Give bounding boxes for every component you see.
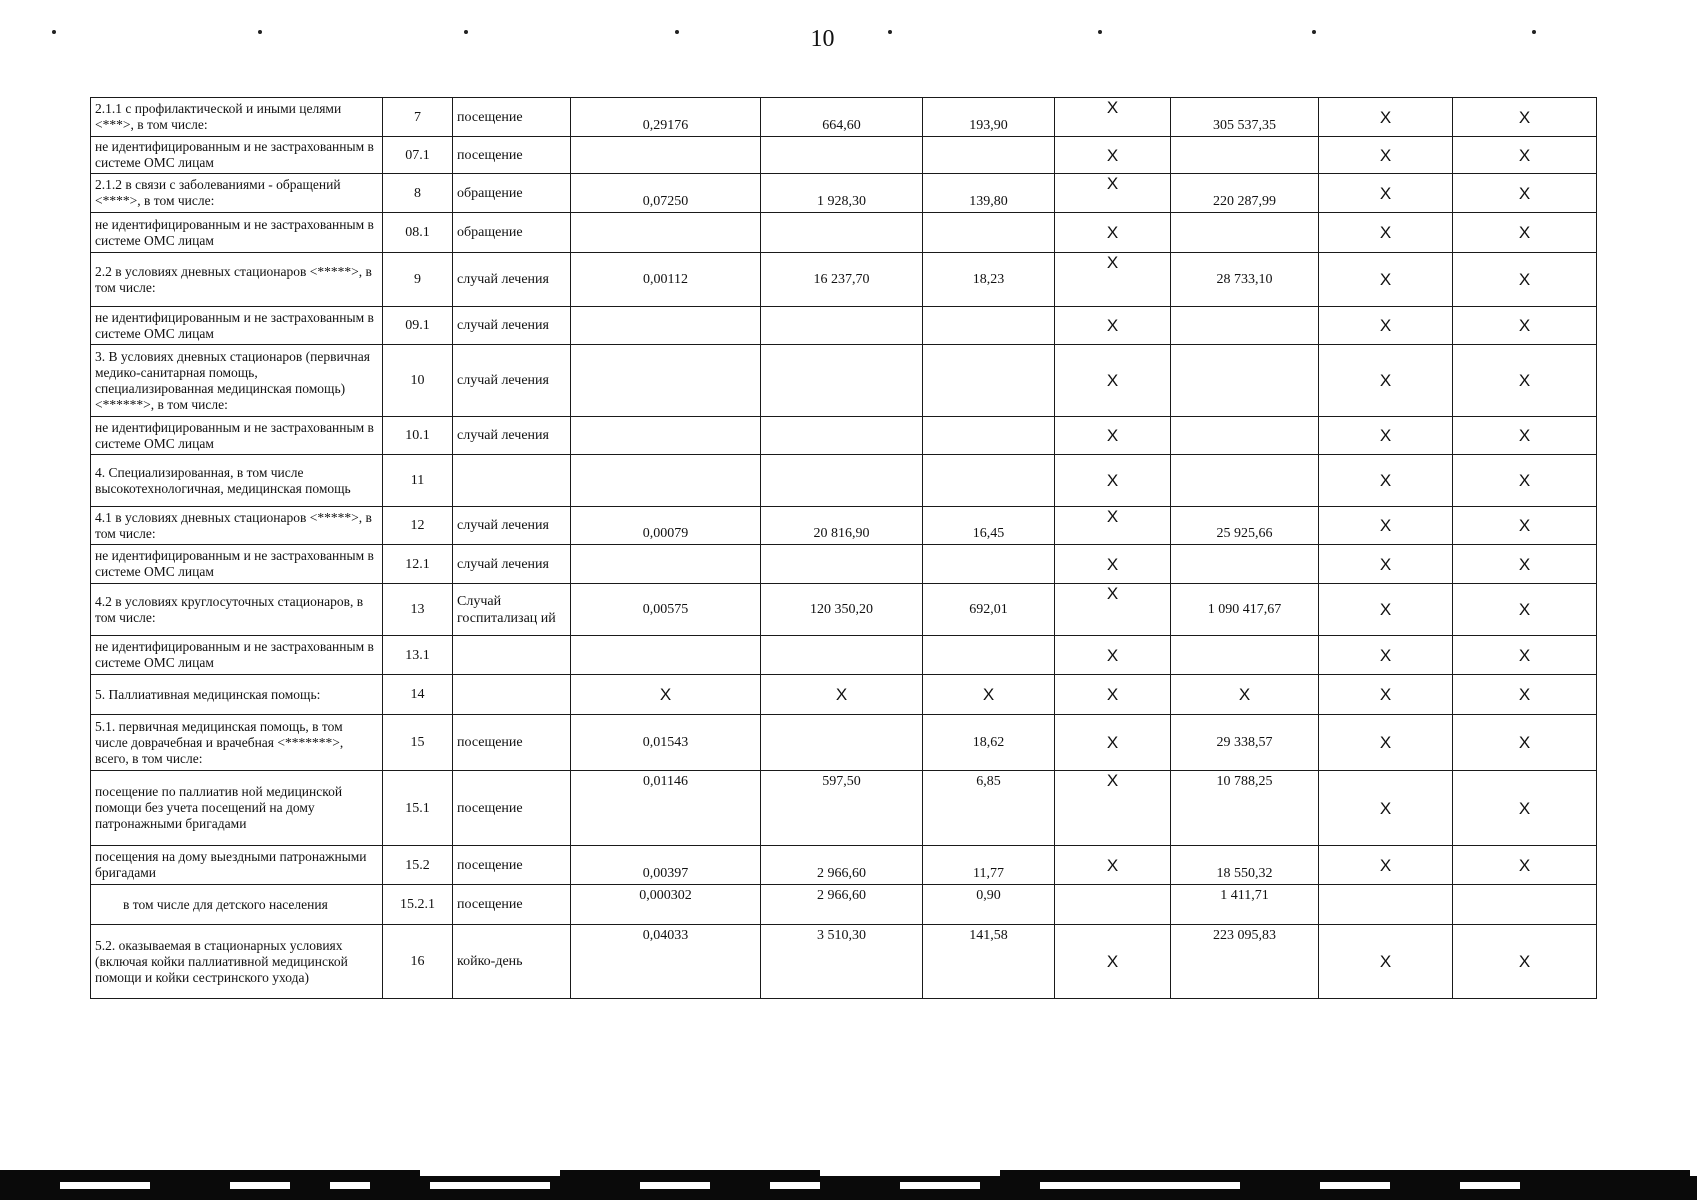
value-cell-1 [571, 307, 761, 345]
value-cell-3 [923, 345, 1055, 417]
x-mark-cell: X [1453, 545, 1597, 584]
table-row [91, 307, 1597, 345]
table-row [91, 584, 1597, 636]
table-row [91, 846, 1597, 885]
value-cell-3: 0,90 [923, 885, 1055, 925]
value-cell-4 [1055, 885, 1171, 925]
value-cell-2: 2 966,60 [761, 846, 923, 885]
value-cell-5 [1171, 307, 1319, 345]
x-mark-cell: X [1319, 771, 1453, 846]
x-mark-cell: X [1453, 137, 1597, 174]
x-mark-cell: X [1319, 417, 1453, 455]
table-row [91, 455, 1597, 507]
tariff-table [90, 97, 1597, 999]
x-mark-cell: X [1319, 925, 1453, 999]
value-cell-2: 20 816,90 [761, 507, 923, 545]
table-row [91, 545, 1597, 584]
value-cell-2: 3 510,30 [761, 925, 923, 999]
x-mark-cell: X [1055, 771, 1171, 846]
row-code-cell: 09.1 [383, 307, 453, 345]
value-cell-1: 0,29176 [571, 98, 761, 137]
table-row [91, 137, 1597, 174]
table-row [91, 771, 1597, 846]
value-cell-5 [1171, 455, 1319, 507]
value-cell-7 [1453, 885, 1597, 925]
value-cell-2: 597,50 [761, 771, 923, 846]
table-row [91, 675, 1597, 715]
value-cell-2 [761, 137, 923, 174]
row-code-cell: 15 [383, 715, 453, 771]
x-mark-cell: X [1453, 636, 1597, 675]
x-mark-cell: X [1055, 213, 1171, 253]
value-cell-3 [923, 417, 1055, 455]
value-cell-5: 1 411,71 [1171, 885, 1319, 925]
value-cell-5: 223 095,83 [1171, 925, 1319, 999]
value-cell-2 [761, 636, 923, 675]
row-name-cell: не идентифицированным и не застрахованным в системе ОМС лицам [91, 307, 383, 345]
row-name-cell: не идентифицированным и не застрахованным в системе ОМС лицам [91, 545, 383, 584]
value-cell-2 [761, 545, 923, 584]
x-mark-cell: X [923, 675, 1055, 715]
x-mark-cell: X [1453, 307, 1597, 345]
value-cell-2 [761, 213, 923, 253]
value-cell-3: 6,85 [923, 771, 1055, 846]
row-code-cell: 15.2.1 [383, 885, 453, 925]
table-row [91, 417, 1597, 455]
table-row [91, 174, 1597, 213]
value-cell-3 [923, 455, 1055, 507]
x-mark-cell: X [1055, 846, 1171, 885]
value-cell-2 [761, 307, 923, 345]
row-code-cell: 15.1 [383, 771, 453, 846]
row-name-cell: 2.2 в условиях дневных стационаров <*****>, в том числе: [91, 253, 383, 307]
value-cell-1: 0,01146 [571, 771, 761, 846]
x-mark-cell: X [1055, 174, 1171, 213]
value-cell-1: 0,00112 [571, 253, 761, 307]
row-code-cell: 08.1 [383, 213, 453, 253]
x-mark-cell: X [1453, 455, 1597, 507]
value-cell-3: 11,77 [923, 846, 1055, 885]
x-mark-cell: X [1055, 584, 1171, 636]
row-unit-cell: посещение [453, 771, 571, 846]
value-cell-3: 193,90 [923, 98, 1055, 137]
table-row [91, 885, 1597, 925]
value-cell-3: 141,58 [923, 925, 1055, 999]
value-cell-5 [1171, 137, 1319, 174]
row-name-cell: не идентифицированным и не застрахованным в системе ОМС лицам [91, 137, 383, 174]
row-code-cell: 15.2 [383, 846, 453, 885]
x-mark-cell: X [1055, 636, 1171, 675]
row-unit-cell: обращение [453, 213, 571, 253]
x-mark-cell: X [1319, 98, 1453, 137]
value-cell-1 [571, 636, 761, 675]
row-code-cell: 07.1 [383, 137, 453, 174]
x-mark-cell: X [1453, 846, 1597, 885]
row-unit-cell: посещение [453, 98, 571, 137]
table-row [91, 636, 1597, 675]
scan-edge-bar [0, 1176, 1697, 1200]
row-unit-cell [453, 675, 571, 715]
value-cell-2 [761, 345, 923, 417]
row-unit-cell [453, 455, 571, 507]
row-code-cell: 14 [383, 675, 453, 715]
x-mark-cell: X [1453, 253, 1597, 307]
table-row [91, 253, 1597, 307]
value-cell-5 [1171, 636, 1319, 675]
value-cell-1 [571, 213, 761, 253]
x-mark-cell: X [1319, 213, 1453, 253]
value-cell-5 [1171, 213, 1319, 253]
row-unit-cell: случай лечения [453, 507, 571, 545]
value-cell-5 [1171, 417, 1319, 455]
table-row [91, 213, 1597, 253]
x-mark-cell: X [1453, 417, 1597, 455]
table-body [91, 98, 1597, 999]
row-code-cell: 13.1 [383, 636, 453, 675]
row-code-cell: 16 [383, 925, 453, 999]
row-unit-cell: посещение [453, 846, 571, 885]
value-cell-1 [571, 417, 761, 455]
row-unit-cell: случай лечения [453, 545, 571, 584]
row-code-cell: 8 [383, 174, 453, 213]
value-cell-3: 18,23 [923, 253, 1055, 307]
x-mark-cell: X [1319, 715, 1453, 771]
row-unit-cell: Случай госпитализац ий [453, 584, 571, 636]
x-mark-cell: X [1055, 507, 1171, 545]
x-mark-cell: X [1319, 675, 1453, 715]
value-cell-1: 0,04033 [571, 925, 761, 999]
value-cell-2: 120 350,20 [761, 584, 923, 636]
row-name-cell: 2.1.1 с профилактической и иными целями <***>, в том числе: [91, 98, 383, 137]
value-cell-3 [923, 545, 1055, 584]
value-cell-1: 0,00079 [571, 507, 761, 545]
table-row [91, 98, 1597, 137]
row-name-cell: 4.2 в условиях круглосуточных стационаров, в том числе: [91, 584, 383, 636]
row-name-cell: не идентифицированным и не застрахованным в системе ОМС лицам [91, 417, 383, 455]
x-mark-cell: X [1453, 925, 1597, 999]
row-name-cell: 5.2. оказываемая в стационарных условиях (включая койки паллиативной медицинской помощи и койки сестринского ухода) [91, 925, 383, 999]
row-unit-cell [453, 636, 571, 675]
value-cell-3: 692,01 [923, 584, 1055, 636]
row-unit-cell: койко-день [453, 925, 571, 999]
value-cell-5: 305 537,35 [1171, 98, 1319, 137]
x-mark-cell: X [1171, 675, 1319, 715]
x-mark-cell: X [1453, 675, 1597, 715]
value-cell-3: 18,62 [923, 715, 1055, 771]
value-cell-2: 664,60 [761, 98, 923, 137]
value-cell-1: 0,07250 [571, 174, 761, 213]
value-cell-5 [1171, 345, 1319, 417]
row-name-cell: 4. Специализированная, в том числе высокотехнологичная, медицинская помощь [91, 455, 383, 507]
x-mark-cell: X [1453, 715, 1597, 771]
row-code-cell: 13 [383, 584, 453, 636]
row-name-cell: не идентифицированным и не застрахованным в системе ОМС лицам [91, 213, 383, 253]
value-cell-2: 16 237,70 [761, 253, 923, 307]
x-mark-cell: X [1319, 455, 1453, 507]
value-cell-1: 0,01543 [571, 715, 761, 771]
value-cell-6 [1319, 885, 1453, 925]
row-code-cell: 10.1 [383, 417, 453, 455]
row-code-cell: 9 [383, 253, 453, 307]
row-unit-cell: случай лечения [453, 253, 571, 307]
x-mark-cell: X [1055, 675, 1171, 715]
value-cell-5: 29 338,57 [1171, 715, 1319, 771]
x-mark-cell: X [1055, 345, 1171, 417]
row-name-cell: не идентифицированным и не застрахованным в системе ОМС лицам [91, 636, 383, 675]
table-row [91, 715, 1597, 771]
value-cell-1: 0,00397 [571, 846, 761, 885]
value-cell-3 [923, 636, 1055, 675]
x-mark-cell: X [1319, 345, 1453, 417]
value-cell-5: 220 287,99 [1171, 174, 1319, 213]
value-cell-1: 0,000302 [571, 885, 761, 925]
x-mark-cell: X [1055, 98, 1171, 137]
table-row [91, 925, 1597, 999]
x-mark-cell: X [1319, 307, 1453, 345]
value-cell-1 [571, 137, 761, 174]
row-unit-cell: посещение [453, 137, 571, 174]
row-unit-cell: посещение [453, 715, 571, 771]
x-mark-cell: X [1055, 253, 1171, 307]
row-code-cell: 12.1 [383, 545, 453, 584]
x-mark-cell: X [1319, 253, 1453, 307]
x-mark-cell: X [1055, 307, 1171, 345]
x-mark-cell: X [1453, 213, 1597, 253]
x-mark-cell: X [761, 675, 923, 715]
value-cell-2 [761, 715, 923, 771]
row-name-cell: в том числе для детского населения [91, 885, 383, 925]
x-mark-cell: X [1055, 925, 1171, 999]
value-cell-3 [923, 213, 1055, 253]
value-cell-3: 139,80 [923, 174, 1055, 213]
row-unit-cell: случай лечения [453, 307, 571, 345]
row-name-cell: посещения на дому выездными патронажными бригадами [91, 846, 383, 885]
row-unit-cell: случай лечения [453, 345, 571, 417]
x-mark-cell: X [1319, 636, 1453, 675]
row-unit-cell: посещение [453, 885, 571, 925]
x-mark-cell: X [1453, 584, 1597, 636]
value-cell-1 [571, 545, 761, 584]
row-name-cell: 2.1.2 в связи с заболеваниями - обращений <****>, в том числе: [91, 174, 383, 213]
x-mark-cell: X [1319, 507, 1453, 545]
x-mark-cell: X [1319, 137, 1453, 174]
row-name-cell: 5.1. первичная медицинская помощь, в том числе доврачебная и врачебная <*******>, всего, в том числе: [91, 715, 383, 771]
value-cell-5: 1 090 417,67 [1171, 584, 1319, 636]
row-unit-cell: случай лечения [453, 417, 571, 455]
x-mark-cell: X [1453, 771, 1597, 846]
x-mark-cell: X [1055, 545, 1171, 584]
value-cell-2 [761, 455, 923, 507]
x-mark-cell: X [1055, 715, 1171, 771]
row-code-cell: 7 [383, 98, 453, 137]
page-number: 10 [810, 26, 835, 52]
value-cell-5 [1171, 545, 1319, 584]
value-cell-1 [571, 455, 761, 507]
x-mark-cell: X [1319, 545, 1453, 584]
x-mark-cell: X [1453, 98, 1597, 137]
value-cell-5: 25 925,66 [1171, 507, 1319, 545]
x-mark-cell: X [1453, 345, 1597, 417]
x-mark-cell: X [571, 675, 761, 715]
table-row [91, 507, 1597, 545]
value-cell-2: 2 966,60 [761, 885, 923, 925]
scan-dots [0, 30, 1697, 40]
value-cell-5: 10 788,25 [1171, 771, 1319, 846]
row-code-cell: 11 [383, 455, 453, 507]
x-mark-cell: X [1055, 455, 1171, 507]
x-mark-cell: X [1453, 507, 1597, 545]
x-mark-cell: X [1319, 584, 1453, 636]
x-mark-cell: X [1319, 174, 1453, 213]
x-mark-cell: X [1055, 417, 1171, 455]
value-cell-1: 0,00575 [571, 584, 761, 636]
row-name-cell: 5. Паллиативная медицинская помощь: [91, 675, 383, 715]
row-name-cell: 3. В условиях дневных стационаров (первичная медико-санитарная помощь, специализированная медицинская помощь) <******>, в том числе: [91, 345, 383, 417]
value-cell-2: 1 928,30 [761, 174, 923, 213]
value-cell-1 [571, 345, 761, 417]
row-name-cell: посещение по паллиатив ной медицинской помощи без учета посещений на дому патронажными бригадами [91, 771, 383, 846]
value-cell-3 [923, 307, 1055, 345]
x-mark-cell: X [1055, 137, 1171, 174]
row-code-cell: 12 [383, 507, 453, 545]
row-name-cell: 4.1 в условиях дневных стационаров <*****>, в том числе: [91, 507, 383, 545]
x-mark-cell: X [1453, 174, 1597, 213]
x-mark-cell: X [1319, 846, 1453, 885]
table-row [91, 345, 1597, 417]
value-cell-2 [761, 417, 923, 455]
value-cell-3: 16,45 [923, 507, 1055, 545]
value-cell-3 [923, 137, 1055, 174]
row-code-cell: 10 [383, 345, 453, 417]
row-unit-cell: обращение [453, 174, 571, 213]
value-cell-5: 18 550,32 [1171, 846, 1319, 885]
value-cell-5: 28 733,10 [1171, 253, 1319, 307]
